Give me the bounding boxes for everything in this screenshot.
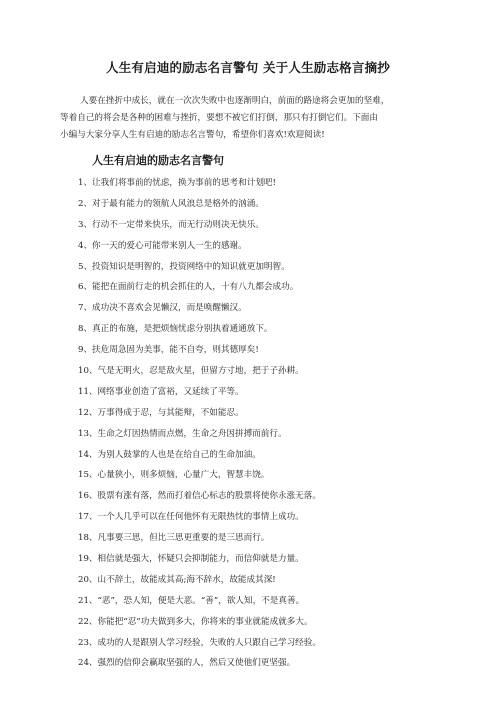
list-item: 24、强烈的信仰会赢取坚强的人，然后又使他们更坚强。 bbox=[78, 658, 296, 669]
list-item: 21、“恶”，恐人知，便是大恶。“善”，欲人知，不是真善。 bbox=[78, 595, 305, 606]
list-item: 13、生命之灯因热情而点燃，生命之舟因拼搏而前行。 bbox=[78, 428, 287, 439]
list-item: 3、行动不一定带来快乐，而无行动则决无快乐。 bbox=[78, 219, 264, 230]
list-item: 20、山不辞土，故能成其高;海不辞水，故能成其深! bbox=[78, 574, 276, 585]
list-item: 9、扶危周急固为美事，能不自夸，则其德厚矣! bbox=[78, 345, 259, 356]
list-item: 11、网络事业创造了富裕，又延续了平等。 bbox=[78, 386, 244, 397]
intro-line-1: 人要在挫折中成长，就在一次次失败中也逐渐明白，前面的路途将会更加的坚难， bbox=[80, 96, 390, 106]
list-item: 1、让我们将事前的忧虑，换为事前的思考和计划吧! bbox=[78, 178, 276, 188]
quote-list bbox=[78, 173, 458, 674]
list-item: 17、一个人几乎可以在任何他怀有无限热忱的事情上成功。 bbox=[78, 512, 304, 523]
list-item: 8、真正的布施，是把烦恼忧虑分别执着通通放下。 bbox=[78, 324, 273, 335]
list-item: 14、为别人鼓掌的人也是在给自己的生命加油。 bbox=[78, 449, 261, 460]
intro-line-2: 等着自己的将会是各种的困难与挫折，要想不被它们打倒，那只有打倒它们。下面由 bbox=[60, 113, 378, 123]
list-item: 2、对于最有能力的领航人风浪总是格外的汹涌。 bbox=[78, 198, 264, 209]
intro-line-3: 小编与大家分享人生有启迪的励志名言警句，希望你们喜欢!欢迎阅读! bbox=[60, 130, 325, 140]
list-item: 12、万事得成于忍，与其能辩，不如能忍。 bbox=[78, 407, 244, 418]
list-item: 18、凡事要三思，但比三思更重要的是三思而行。 bbox=[78, 533, 270, 544]
list-item: 4、你一天的爱心可能带来别人一生的感谢。 bbox=[78, 240, 247, 251]
list-item: 15、心量狭小，则多烦恼，心量广大，智慧丰饶。 bbox=[78, 470, 270, 481]
list-item: 7、成功决不喜欢会见懒汉，而是唤醒懒汉。 bbox=[78, 303, 247, 314]
list-item: 23、成功的人是跟别人学习经验，失败的人只跟自己学习经验。 bbox=[78, 637, 321, 648]
list-item: 6、能把在面前行走的机会抓住的人，十有八九都会成功。 bbox=[78, 282, 299, 293]
intro-paragraph bbox=[60, 93, 450, 144]
list-item: 19、相信就是强大，怀疑只会抑制能力，而信仰就是力量。 bbox=[78, 554, 304, 565]
list-item: 22、你能把“忍”功夫做到多大，你将来的事业就能成就多大。 bbox=[78, 616, 313, 627]
list-item: 10、气是无明火，忍是敌火星，但留方寸地，把于子孙耕。 bbox=[78, 366, 304, 377]
list-item: 16、股票有涨有落，然而打着信心标志的股票将使你永涨无落。 bbox=[78, 491, 321, 502]
list-item: 5、投资知识是明智的，投资网络中的知识就更加明智。 bbox=[78, 261, 290, 272]
section-title: 人生有启迪的励志名言警句 bbox=[92, 154, 224, 167]
document-title: 人生有启迪的励志名言警句 关于人生励志格言摘抄 bbox=[106, 60, 390, 75]
